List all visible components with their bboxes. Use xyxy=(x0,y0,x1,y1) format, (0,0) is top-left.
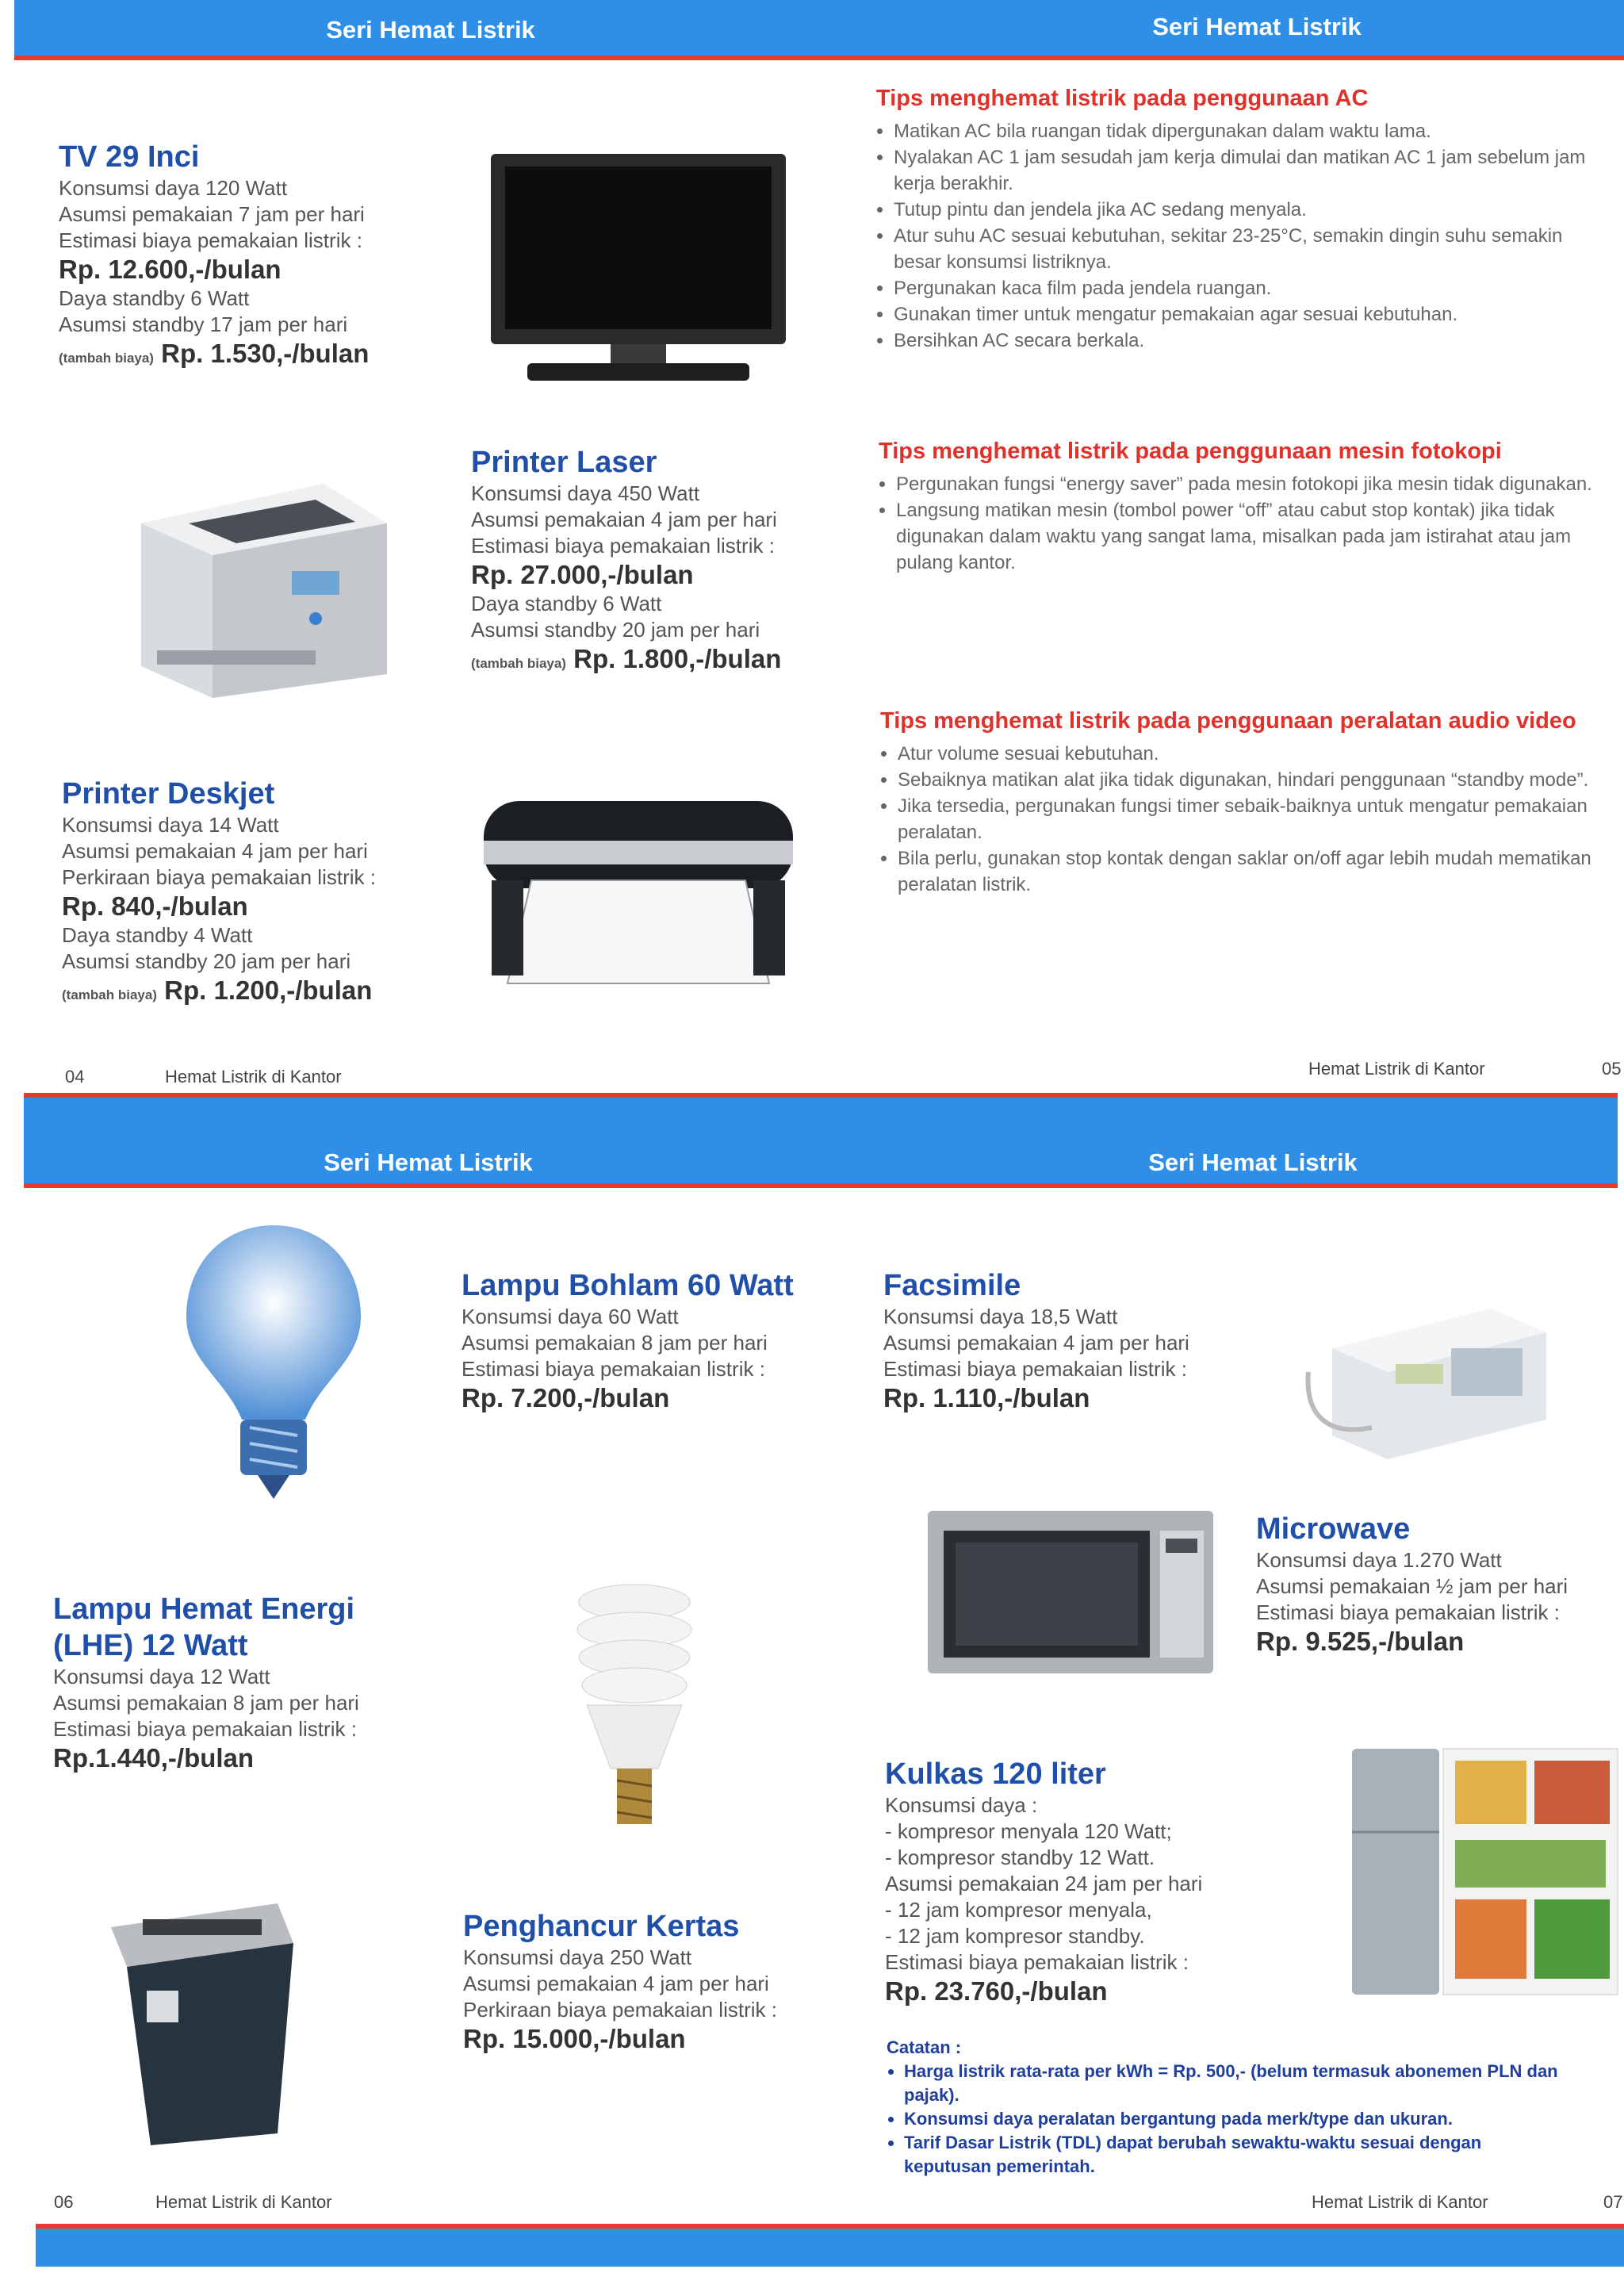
tips-audio-title: Tips menghemat listrik pada penggunaan peralatan audio video xyxy=(880,708,1576,734)
lhe-title: Lampu Hemat Energi xyxy=(53,1593,355,1626)
lhe-line: Asumsi pemakaian 8 jam per hari xyxy=(53,1691,359,1715)
lhe-title: (LHE) 12 Watt xyxy=(53,1629,248,1662)
tv-extra xyxy=(59,338,439,374)
tips-ac-item: • Bersihkan AC secara berkala. xyxy=(894,328,1606,354)
extra-label: (tambah biaya) xyxy=(471,656,566,671)
shredder-line: Perkiraan biaya pemakaian listrik : xyxy=(463,1998,777,2022)
shredder-illustration xyxy=(95,1880,301,2149)
fax-line: Konsumsi daya 18,5 Watt xyxy=(883,1305,1118,1328)
fax-title: Facsimile xyxy=(883,1269,1021,1302)
printer-laser-block xyxy=(471,444,852,680)
header-title-right: Seri Hemat Listrik xyxy=(1148,1148,1358,1176)
printer-deskjet-block xyxy=(62,776,442,1011)
bohlam-line: Konsumsi daya 60 Watt xyxy=(462,1305,679,1328)
tips-ac-item: • Nyalakan AC 1 jam sesudah jam kerja dimulai dan matikan AC 1 jam sebelum jam kerja berakhir. xyxy=(894,144,1606,197)
tips-fotokopi-item: • Langsung matikan mesin (tombol power “off” atau cabut stop kontak) jika tidak digunakan dalam waktu yang sangat lama, misalkan pada jam istirahat atau jam pulang kantor. xyxy=(896,497,1620,576)
tips-ac xyxy=(876,83,1606,354)
bulb-illustration xyxy=(178,1221,369,1515)
page-number: 05 xyxy=(1602,1059,1622,1079)
page-number: 04 xyxy=(65,1067,85,1087)
bohlam-price: Rp. 7.200,-/bulan xyxy=(462,1383,670,1412)
fax-block xyxy=(883,1267,1248,1414)
kulkas-line: - 12 jam kompresor standby. xyxy=(885,1924,1145,1948)
lhe-price: Rp.1.440,-/bulan xyxy=(53,1743,255,1773)
printer-laser-standby: Asumsi standby 20 jam per hari xyxy=(471,618,760,642)
tips-ac-item: • Atur suhu AC sesuai kebutuhan, sekitar 23-25°C, semakin dingin suhu semakin besar konsumsi listriknya. xyxy=(894,223,1606,275)
header-redline-bottom xyxy=(24,1183,1618,1188)
tv-title: TV 29 Inci xyxy=(59,140,200,174)
microwave-line: Konsumsi daya 1.270 Watt xyxy=(1256,1548,1502,1572)
kulkas-line: - kompresor standby 12 Watt. xyxy=(885,1845,1155,1869)
microwave-line: Asumsi pemakaian ½ jam per hari xyxy=(1256,1574,1568,1598)
tv-line: Asumsi pemakaian 7 jam per hari xyxy=(59,202,365,226)
cfl-bulb-illustration xyxy=(563,1578,706,1848)
lhe-line: Estimasi biaya pemakaian listrik : xyxy=(53,1717,357,1741)
tips-ac-title: Tips menghemat listrik pada penggunaan AC xyxy=(876,86,1369,111)
deskjet-printer-illustration xyxy=(476,793,801,991)
extra-label: (tambah biaya) xyxy=(62,987,157,1002)
tips-audio-item: • Atur volume sesuai kebutuhan. xyxy=(898,741,1622,767)
extra-price: Rp. 1.530,-/bulan xyxy=(161,339,370,368)
printer-laser-title: Printer Laser xyxy=(471,446,657,479)
printer-laser-standby: Daya standby 6 Watt xyxy=(471,592,662,615)
printer-deskjet-price: Rp. 840,-/bulan xyxy=(62,891,248,921)
tv-standby: Daya standby 6 Watt xyxy=(59,286,250,310)
tips-audio-item: • Bila perlu, gunakan stop kontak dengan saklar on/off agar lebih mudah mematikan peralatan listrik. xyxy=(898,845,1622,898)
kulkas-block xyxy=(885,1756,1297,2007)
bohlam-title: Lampu Bohlam 60 Watt xyxy=(462,1269,794,1302)
printer-deskjet-standby: Asumsi standby 20 jam per hari xyxy=(62,949,351,973)
page-number: 07 xyxy=(1603,2192,1623,2212)
printer-deskjet-title: Printer Deskjet xyxy=(62,777,275,811)
header-title-left: Seri Hemat Listrik xyxy=(326,16,535,44)
catatan-item: • Tarif Dasar Listrik (TDL) dapat berubah sewaktu-waktu sesuai dengan keputusan pemerintah. xyxy=(904,2131,1568,2179)
printer-deskjet-extra xyxy=(62,975,442,1011)
kulkas-title: Kulkas 120 liter xyxy=(885,1757,1106,1791)
lhe-line: Konsumsi daya 12 Watt xyxy=(53,1665,270,1688)
catatan-item: • Harga listrik rata-rata per kWh = Rp. 500,- (belum termasuk abonemen PLN dan pajak). xyxy=(904,2060,1568,2107)
footer-text: Hemat Listrik di Kantor xyxy=(1312,2192,1488,2212)
shredder-line: Asumsi pemakaian 4 jam per hari xyxy=(463,1972,769,1995)
laser-printer-illustration xyxy=(125,468,395,706)
catatan-block xyxy=(887,2036,1568,2179)
catatan-title: Catatan : xyxy=(887,2037,962,2057)
bohlam-block xyxy=(462,1267,858,1414)
microwave-line: Estimasi biaya pemakaian listrik : xyxy=(1256,1600,1560,1624)
tips-fotokopi xyxy=(879,436,1620,576)
kulkas-line: - 12 jam kompresor menyala, xyxy=(885,1898,1152,1922)
microwave-title: Microwave xyxy=(1256,1512,1411,1546)
extra-price: Rp. 1.200,-/bulan xyxy=(164,975,373,1005)
printer-laser-price: Rp. 27.000,-/bulan xyxy=(471,560,694,589)
footer-bar-bottom xyxy=(36,2229,1624,2267)
tv-line: Estimasi biaya pemakaian listrik : xyxy=(59,228,362,252)
printer-laser-extra xyxy=(471,643,852,680)
tv-illustration xyxy=(488,151,789,389)
printer-deskjet-line: Perkiraan biaya pemakaian listrik : xyxy=(62,865,376,889)
header-title-left: Seri Hemat Listrik xyxy=(324,1148,533,1176)
footer-text: Hemat Listrik di Kantor xyxy=(155,2192,332,2212)
printer-laser-line: Asumsi pemakaian 4 jam per hari xyxy=(471,508,777,531)
tips-audio-item: • Sebaiknya matikan alat jika tidak digunakan, hindari penggunaan “standby mode”. xyxy=(898,767,1622,793)
printer-laser-line: Konsumsi daya 450 Watt xyxy=(471,481,700,505)
kulkas-line: - kompresor menyala 120 Watt; xyxy=(885,1819,1172,1843)
fax-line: Estimasi biaya pemakaian listrik : xyxy=(883,1357,1187,1381)
fax-line: Asumsi pemakaian 4 jam per hari xyxy=(883,1331,1189,1355)
shredder-block xyxy=(463,1908,860,2055)
shredder-title: Penghancur Kertas xyxy=(463,1910,740,1943)
kulkas-line: Estimasi biaya pemakaian listrik : xyxy=(885,1950,1189,1974)
kulkas-line: Konsumsi daya : xyxy=(885,1793,1038,1817)
printer-deskjet-line: Konsumsi daya 14 Watt xyxy=(62,813,279,837)
lhe-block xyxy=(53,1591,450,1774)
header-title-right: Seri Hemat Listrik xyxy=(1152,13,1362,40)
shredder-line: Konsumsi daya 250 Watt xyxy=(463,1945,692,1969)
extra-label: (tambah biaya) xyxy=(59,351,154,366)
tips-ac-item: • Pergunakan kaca film pada jendela ruangan. xyxy=(894,275,1606,301)
microwave-illustration xyxy=(924,1507,1217,1685)
catatan-item: • Konsumsi daya peralatan bergantung pada merk/type dan ukuran. xyxy=(904,2107,1568,2131)
printer-deskjet-standby: Daya standby 4 Watt xyxy=(62,923,253,947)
printer-deskjet-line: Asumsi pemakaian 4 jam per hari xyxy=(62,839,368,863)
microwave-price: Rp. 9.525,-/bulan xyxy=(1256,1627,1465,1656)
tips-ac-item: • Matikan AC bila ruangan tidak dipergunakan dalam waktu lama. xyxy=(894,118,1606,144)
bohlam-line: Asumsi pemakaian 8 jam per hari xyxy=(462,1331,768,1355)
tips-fotokopi-title: Tips menghemat listrik pada penggunaan mesin fotokopi xyxy=(879,439,1502,464)
tv-standby: Asumsi standby 17 jam per hari xyxy=(59,312,348,336)
tips-audio-item: • Jika tersedia, pergunakan fungsi timer sebaik-baiknya untuk mengatur pemakaian peralatan. xyxy=(898,793,1622,845)
fax-illustration xyxy=(1300,1301,1554,1467)
tv-block xyxy=(59,139,439,374)
tips-ac-item: • Tutup pintu dan jendela jika AC sedang menyala. xyxy=(894,197,1606,223)
footer-bar-top xyxy=(24,1098,1618,1129)
printer-laser-line: Estimasi biaya pemakaian listrik : xyxy=(471,534,775,558)
tips-audio xyxy=(880,706,1622,898)
footer-text: Hemat Listrik di Kantor xyxy=(1308,1059,1485,1079)
header-redline-top xyxy=(14,56,1624,60)
fax-price: Rp. 1.110,-/bulan xyxy=(883,1383,1090,1412)
microwave-block xyxy=(1256,1511,1605,1658)
tips-ac-item: • Gunakan timer untuk mengatur pemakaian agar sesuai kebutuhan. xyxy=(894,301,1606,328)
bohlam-line: Estimasi biaya pemakaian listrik : xyxy=(462,1357,765,1381)
footer-text: Hemat Listrik di Kantor xyxy=(165,1067,342,1087)
page-number: 06 xyxy=(54,2192,74,2212)
tv-line: Konsumsi daya 120 Watt xyxy=(59,176,288,200)
kulkas-price: Rp. 23.760,-/bulan xyxy=(885,1976,1108,2006)
tv-price: Rp. 12.600,-/bulan xyxy=(59,255,282,284)
shredder-price: Rp. 15.000,-/bulan xyxy=(463,2024,686,2053)
tips-fotokopi-item: • Pergunakan fungsi “energy saver” pada mesin fotokopi jika mesin tidak digunakan. xyxy=(896,471,1620,497)
extra-price: Rp. 1.800,-/bulan xyxy=(573,644,782,673)
fridge-illustration xyxy=(1348,1745,1622,2003)
kulkas-line: Asumsi pemakaian 24 jam per hari xyxy=(885,1872,1203,1895)
